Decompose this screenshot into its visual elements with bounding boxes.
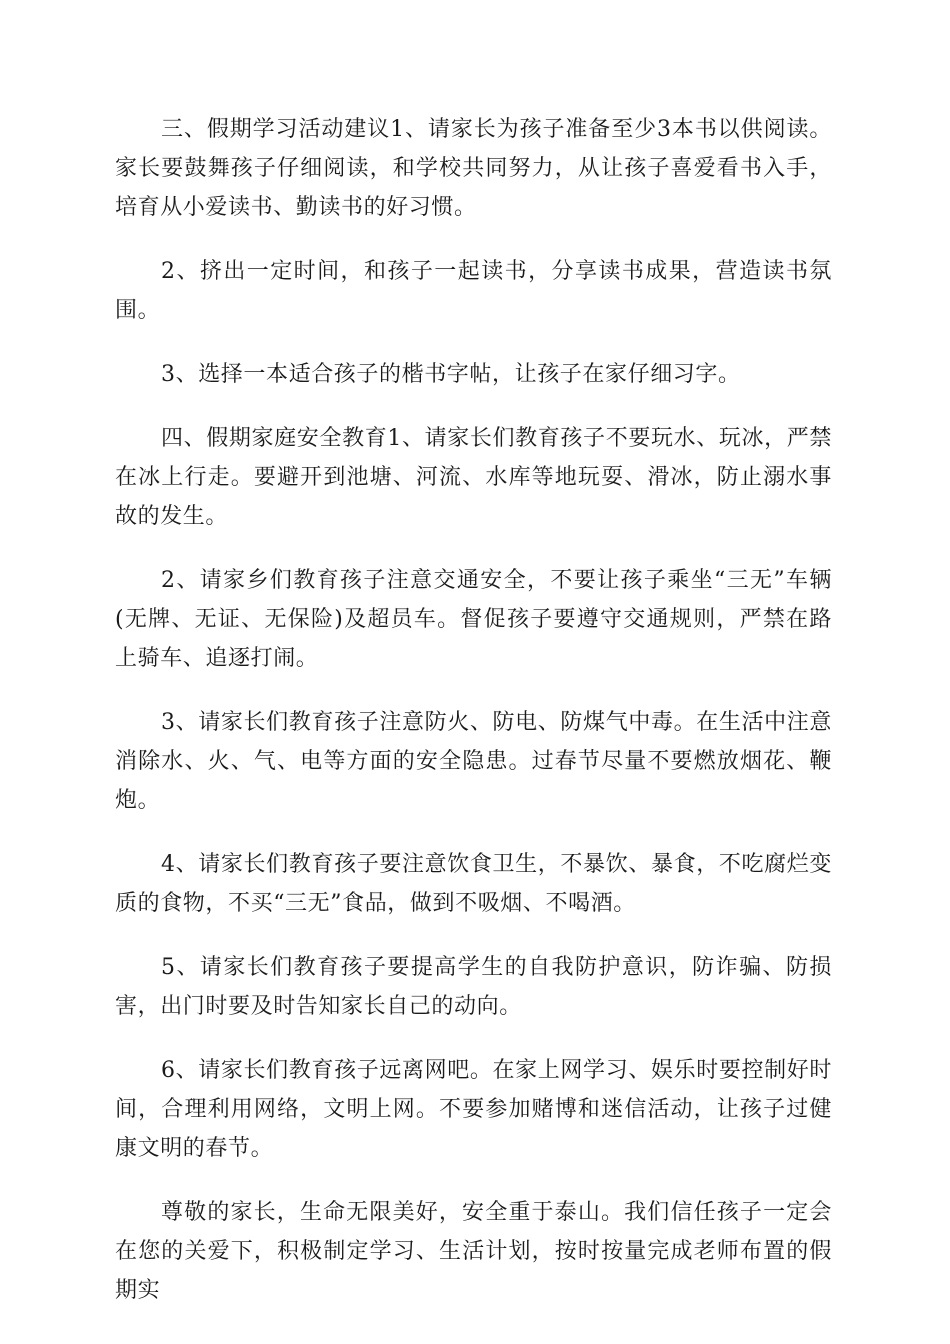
paragraph-safety-water-ice: 四、假期家庭安全教育1、请家长们教育孩子不要玩水、玩冰，严禁在冰上行走。要避开到池塘、河流、水库等地玩耍、滑冰，防止溺水事故的发生。 — [115, 426, 832, 529]
paragraph-read-together: 2、挤出一定时间，和孩子一起读书，分享读书成果，营造读书氛围。 — [115, 259, 832, 323]
paragraph-calligraphy: 3、选择一本适合孩子的楷书字帖，让孩子在家仔细习字。 — [161, 362, 741, 387]
paragraph-food-hygiene: 4、请家长们教育孩子要注意饮食卫生，不暴饮、暴食，不吃腐烂变质的食物，不买“三无”食品，做到不吸烟、不喝酒。 — [115, 852, 832, 916]
paragraph-internet-cafe: 6、请家长们教育孩子远离网吧。在家上网学习、娱乐时要控制好时间，合理利用网络，文明上网。不要参加赌博和迷信活动，让孩子过健康文明的春节。 — [115, 1058, 832, 1161]
paragraph-self-protection: 5、请家长们教育孩子要提高学生的自我防护意识，防诈骗、防损害，出门时要及时告知家长自己的动向。 — [115, 955, 832, 1019]
paragraph-closing: 尊敬的家长，生命无限美好，安全重于泰山。我们信任孩子一定会在您的关爱下，积极制定学习、生活计划，按时按量完成老师布置的假期实 — [115, 1200, 832, 1303]
document-body — [115, 110, 832, 1335]
paragraph-traffic-safety: 2、请家乡们教育孩子注意交通安全，不要让孩子乘坐“三无”车辆(无牌、无证、无保险)及超员车。督促孩子要遵守交通规则，严禁在路上骑车、追逐打闹。 — [115, 568, 832, 671]
paragraph-fire-electric-safety: 3、请家长们教育孩子注意防火、防电、防煤气中毒。在生活中注意消除水、火、气、电等方面的安全隐患。过春节尽量不要燃放烟花、鞭炮。 — [115, 710, 832, 813]
paragraph-study-suggestions: 三、假期学习活动建议1、请家长为孩子准备至少3本书以供阅读。家长要鼓舞孩子仔细阅读，和学校共同努力，从让孩子喜爱看书入手，培育从小爱读书、勤读书的好习惯。 — [115, 117, 832, 220]
